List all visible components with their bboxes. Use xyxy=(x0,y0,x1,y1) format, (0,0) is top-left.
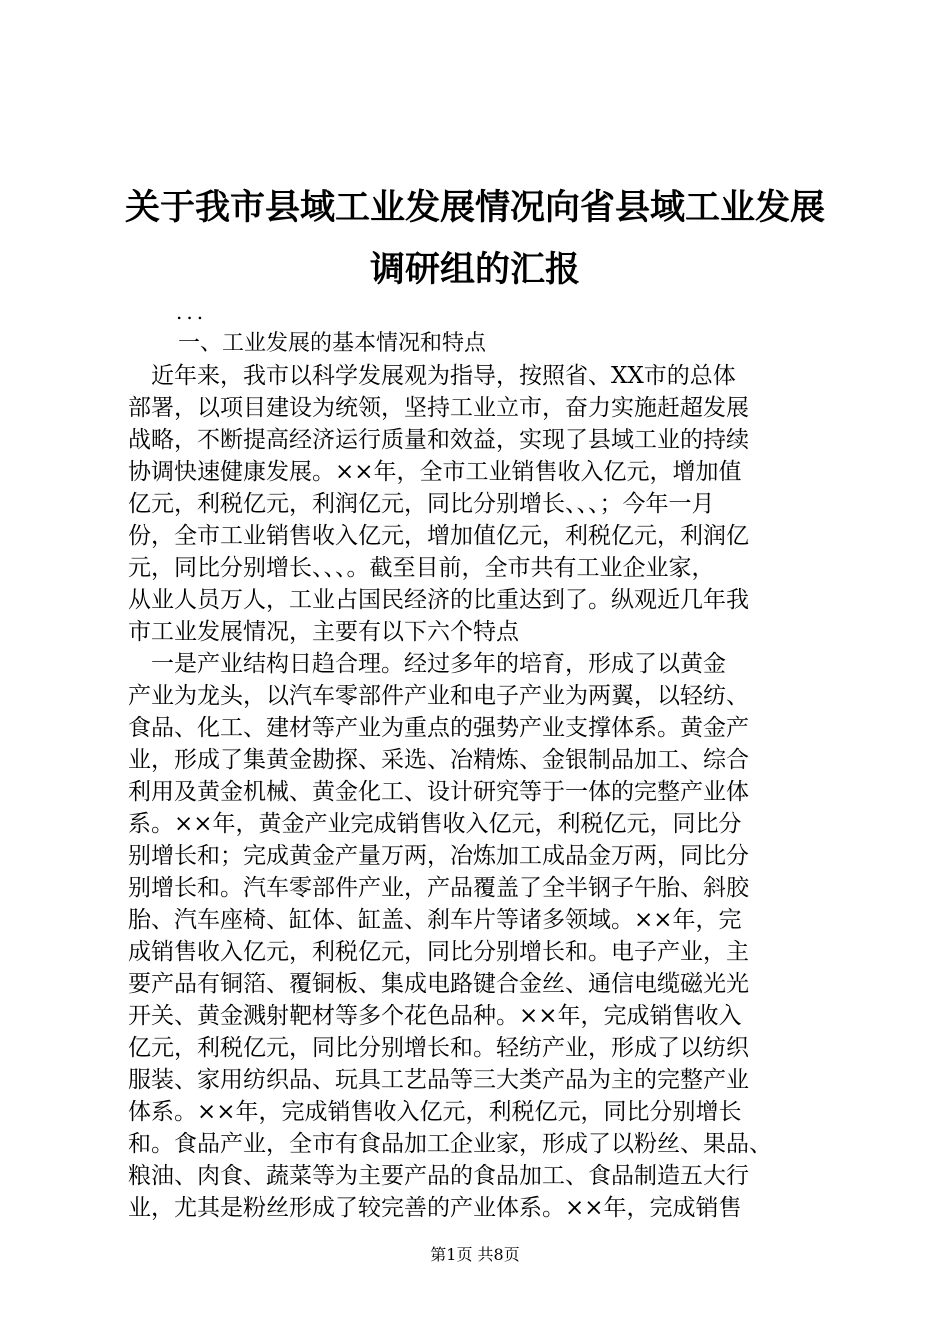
body-line: 开关、黄金溅射靶材等多个花色品种。××年，完成销售收入 xyxy=(128,1003,742,1029)
body-line: 亿元，利税亿元，利润亿元，同比分别增长、、、；今年一月 xyxy=(128,491,715,517)
body-line: 系。××年，黄金产业完成销售收入亿元，利税亿元，同比分 xyxy=(128,811,742,837)
body-line: 别增长和；完成黄金产量万两，冶炼加工成品金万两，同比分 xyxy=(128,843,749,869)
body-line: 业，尤其是粉丝形成了较完善的产业体系。××年，完成销售 xyxy=(128,1195,742,1221)
body-line: 元，同比分别增长、、、。截至目前，全市共有工业企业家， xyxy=(128,555,715,581)
body-line: 部署，以项目建设为统领，坚持工业立市，奋力实施赶超发展 xyxy=(128,395,749,421)
body-line: 市工业发展情况，主要有以下六个特点 xyxy=(128,619,519,645)
body-line: 战略，不断提高经济运行质量和效益，实现了县域工业的持续 xyxy=(128,427,749,453)
document-title-line-1: 关于我市县域工业发展情况向省县域工业发展 xyxy=(124,188,825,228)
body-line: 产业为龙头，以汽车零部件产业和电子产业为两翼，以轻纺、 xyxy=(128,683,749,709)
body-line: 一是产业结构日趋合理。经过多年的培育，形成了以黄金 xyxy=(128,651,726,677)
ellipsis-mark: ... xyxy=(176,300,208,324)
body-line: 份，全市工业销售收入亿元，增加值亿元，利税亿元，利润亿 xyxy=(128,523,749,549)
body-line: 利用及黄金机械、黄金化工、设计研究等于一体的完整产业体 xyxy=(128,779,749,805)
section-heading: 一、工业发展的基本情况和特点 xyxy=(178,331,487,356)
body-line: 胎、汽车座椅、缸体、缸盖、刹车片等诸多领域。××年，完 xyxy=(128,907,742,933)
document-title-line-2: 调研组的汇报 xyxy=(369,250,580,290)
body-line: 从业人员万人，工业占国民经济的比重达到了。纵观近几年我 xyxy=(128,587,749,613)
page-footer: 第1页 共8页 xyxy=(430,1245,520,1264)
body-line: 体系。××年，完成销售收入亿元，利税亿元，同比分别增长 xyxy=(128,1099,742,1125)
body-line: 业，形成了集黄金勘探、采选、冶精炼、金银制品加工、综合 xyxy=(128,747,749,773)
body-line: 要产品有铜箔、覆铜板、集成电路键合金丝、通信电缆磁光光 xyxy=(128,971,749,997)
body-line: 近年来，我市以科学发展观为指导，按照省、XX市的总体 xyxy=(128,363,736,389)
body-line: 和。食品产业，全市有食品加工企业家，形成了以粉丝、果品、 xyxy=(128,1131,772,1157)
body-line: 食品、化工、建材等产业为重点的强势产业支撑体系。黄金产 xyxy=(128,715,749,741)
body-line: 别增长和。汽车零部件产业，产品覆盖了全半钢子午胎、斜胶 xyxy=(128,875,749,901)
body-line: 亿元，利税亿元，同比分别增长和。轻纺产业，形成了以纺织 xyxy=(128,1035,749,1061)
body-line: 粮油、肉食、蔬菜等为主要产品的食品加工、食品制造五大行 xyxy=(128,1163,749,1189)
body-line: 协调快速健康发展。××年，全市工业销售收入亿元，增加值 xyxy=(128,459,742,485)
body-line: 成销售收入亿元，利税亿元，同比分别增长和。电子产业，主 xyxy=(128,939,749,965)
body-line: 服装、家用纺织品、玩具工艺品等三大类产品为主的完整产业 xyxy=(128,1067,749,1093)
